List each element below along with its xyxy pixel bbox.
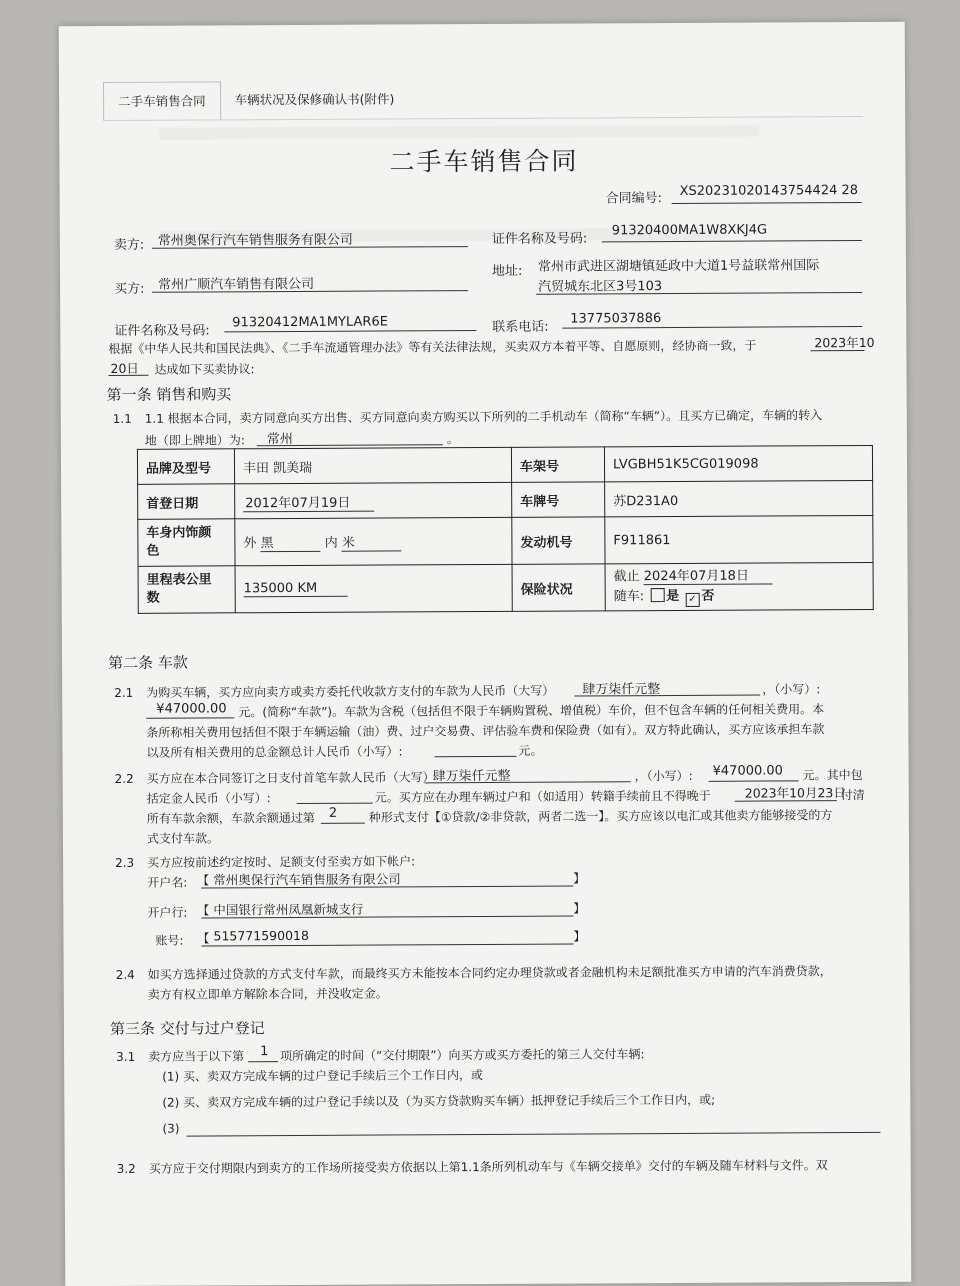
section-1-heading: 第一条 销售和购买 <box>106 385 232 404</box>
address-label: 地址: <box>491 263 523 279</box>
buyer-name: 常州广顺汽车销售有限公司 <box>158 276 315 293</box>
first-reg-label: 首登日期 <box>138 484 235 520</box>
ext-color-label: 外 <box>243 536 257 552</box>
clause-1-1-line-2: 地（即上牌地）为: <box>144 433 245 448</box>
clause-2-2-amount-cn: 肆万柒仟元整 <box>432 768 511 785</box>
vehicle-info-table <box>137 445 874 614</box>
with-car-label: 随车: <box>613 589 645 605</box>
clause-2-1-line-1a: 为购买车辆，买方应向卖方或卖方委托代收款方支付的车款为人民币（大写） <box>146 683 555 700</box>
acct-name-close: 】 <box>573 871 586 886</box>
section-3-heading: 第三条 交付与过户登记 <box>109 1019 265 1038</box>
acct-bank-open: 【 <box>197 903 210 918</box>
clause-2-2-line-4: 式支付车款。 <box>146 831 220 846</box>
contract-no-label: 合同编号: <box>605 191 663 207</box>
clause-3-1-number: 3.1 <box>116 1049 136 1064</box>
preamble-date-a: 2023年10 <box>814 334 875 351</box>
mileage-value: 135000 <box>243 581 294 597</box>
table-row <box>138 480 873 519</box>
checkbox-no[interactable]: ✓ <box>685 593 699 607</box>
clause-2-1-amount-cn: 肆万柒仟元整 <box>582 682 661 698</box>
vin-label: 车架号 <box>511 447 604 482</box>
clause-2-2-line-2a: 括定金人民币（小写）: <box>146 791 271 806</box>
clause-2-2-deadline: 2023年10月23日 <box>744 785 846 801</box>
tab-contract[interactable]: 二手车销售合同 <box>103 81 221 120</box>
mileage-unit: KM <box>297 580 318 596</box>
phone: 13775037886 <box>570 311 662 327</box>
preamble-date-b: 20日 <box>110 360 139 376</box>
acct-name-label: 开户名: <box>147 875 188 890</box>
seller-label: 卖方: <box>113 237 145 253</box>
engine-value: F911861 <box>605 515 873 563</box>
first-reg-cell <box>235 482 512 518</box>
plate-label: 车牌号 <box>512 482 605 517</box>
clause-2-2-line-3b: 种形式支付【①贷款/②非贷款，两者二选一】。买方应该以电汇或其他卖方能够接受的方 <box>368 808 833 825</box>
buyer-id-label: 证件名称及号码: <box>114 323 210 339</box>
clause-2-2-line-2b: 元。买方应在办理车辆过户和（如适用）转籍手续前且不得晚于 <box>374 788 711 805</box>
clause-3-1-option-3: (3) <box>162 1121 180 1136</box>
clause-3-1-option-1: (1) 买、卖双方完成车辆的过户登记手续后三个工作日内，或 <box>162 1068 484 1084</box>
clause-3-1-item: 1 <box>260 1044 269 1060</box>
clause-2-2-line-1a: 买方应在本合同签订之日支付首笔车款人民币（大写） <box>146 770 435 786</box>
clause-3-1-line-1a: 卖方应当于以下第 <box>148 1049 245 1064</box>
clause-2-1-line-4b: 元。 <box>518 743 543 758</box>
clause-2-4-number: 2.4 <box>115 967 135 982</box>
clause-2-2-number: 2.2 <box>114 771 134 786</box>
color-label-a: 车身内饰颜 <box>146 525 212 541</box>
insurance-until-label: 截止 <box>613 569 640 585</box>
tab-bar <box>103 80 408 120</box>
acct-no-close: 】 <box>573 929 586 944</box>
mileage-value-wrap <box>244 581 348 598</box>
acct-name: 常州奥保行汽车销售服务有限公司 <box>213 871 401 888</box>
mileage-cell <box>235 564 512 612</box>
acct-no-label: 账号: <box>155 933 184 948</box>
clause-3-1-line-1b: 项所确定的时间（“交付期限”）向买方或买方委托的第三人交付车辆: <box>280 1047 645 1064</box>
tab-vehicle-condition[interactable]: 车辆状况及保修确认书(附件) <box>234 91 395 108</box>
clause-2-1-line-1b: ，（小写）: <box>762 682 821 697</box>
table-row <box>137 445 872 484</box>
clause-2-2-line-1b: ，（小写）: <box>634 768 693 784</box>
buyer-label: 买方: <box>114 281 145 297</box>
seller-id-label: 证件名称及号码: <box>491 231 588 247</box>
acct-no: 515771590018 <box>213 927 309 944</box>
clause-2-3-line-1: 买方应按前述约定按时、足额支付至卖方如下帐户: <box>147 854 416 870</box>
clause-2-1-line-2: 元。(简称“车款”)。车款为含税（包括但不限于车辆购置税、增值税）车价，但不包含车辆的任何相关费用。本 <box>238 702 825 720</box>
preamble-line-2: 达成如下买卖协议: <box>154 362 255 377</box>
clause-2-2-method: 2 <box>328 805 338 821</box>
seller-id: 91320400MA1W8XKJ4G <box>611 222 768 239</box>
acct-bank-label: 开户行: <box>147 905 188 920</box>
vin-value: LVGBH51K5CG019098 <box>604 445 872 481</box>
clause-2-2-line-1c: 元。其中包 <box>802 768 863 783</box>
phone-label: 联系电话: <box>492 319 549 335</box>
clause-1-1-end: 。 <box>446 432 459 447</box>
plate-value: 苏D231A0 <box>605 480 873 516</box>
clause-2-4-line-1: 如买方选择通过贷款的方式支付车款，而最终买方未能按本合同约定办理贷款或者金融机构未足额批准买方申请的汽车消费贷款， <box>147 964 832 982</box>
seller-name: 常州奥保行汽车销售服务有限公司 <box>157 232 353 249</box>
clause-1-1-number: 1.1 <box>112 411 132 426</box>
int-color-value: 米 <box>342 531 402 551</box>
clause-2-4-line-2: 卖方有权立即单方解除本合同，并没收定金。 <box>147 986 388 1002</box>
clause-2-2-line-3a: 所有车款余额，车款余额通过第 <box>146 810 315 826</box>
color-cell <box>235 517 512 565</box>
clause-2-1-line-3: 条所称相关费用包括但不限于车辆运输（油）费、过户交易费、评估验车费和保险费（如有）。双方特此确认，买方应该承担车款 <box>146 722 825 740</box>
clause-2-1-amount-num: ¥47000.00 <box>156 701 227 717</box>
table-row <box>138 515 873 566</box>
clause-2-2-amount-num: ¥47000.00 <box>712 763 783 779</box>
contract-page <box>59 22 912 1286</box>
address-line-1: 常州市武进区湖塘镇延政中大道1号益联常州国际 <box>537 258 820 275</box>
clause-3-2-number: 3.2 <box>116 1161 136 1176</box>
registration-place: 常州 <box>266 432 293 448</box>
checkbox-yes[interactable] <box>650 588 664 602</box>
mileage-label <box>138 566 235 614</box>
brand-label: 品牌及型号 <box>137 449 234 485</box>
buyer-id: 91320412MA1MYLAR6E <box>232 314 388 331</box>
ext-color-value: 黑 <box>261 532 321 552</box>
insurance-until: 2024年07月18日 <box>644 568 773 585</box>
insurance-cell <box>605 562 873 610</box>
mileage-label-b: 数 <box>146 590 160 606</box>
table-row <box>138 562 873 613</box>
clause-2-2-line-2c: 付清 <box>840 788 865 803</box>
acct-bank-close: 】 <box>573 901 586 916</box>
acct-no-open: 【 <box>197 931 210 946</box>
engine-label: 发动机号 <box>512 517 605 564</box>
clause-2-1-line-4a: 以及所有相关费用的总金额总计人民币（小写）: <box>146 744 403 760</box>
option-no: 否 <box>701 588 715 604</box>
color-label-b: 色 <box>146 543 160 559</box>
section-2-heading: 第二条 车款 <box>107 653 188 672</box>
address-line-2: 汽贸城东北区3号103 <box>538 279 663 295</box>
clause-2-1-number: 2.1 <box>114 685 134 700</box>
acct-bank: 中国银行常州凤凰新城支行 <box>213 901 364 918</box>
clause-1-1-line-1: 1.1 根据本合同，卖方同意向买方出售、买方同意向卖方购买以下所列的二手机动车（简称“车辆”）。且买方已确定，车辆的转入 <box>144 408 823 426</box>
mileage-label-a: 里程表公里 <box>146 572 212 588</box>
color-label <box>138 519 235 567</box>
insurance-label: 保险状况 <box>512 564 605 611</box>
document-title: 二手车销售合同 <box>389 146 579 177</box>
first-reg-value: 2012年07月19日 <box>243 495 374 512</box>
clause-3-2-line-1: 买方应于交付期限内到卖方的工作场所接受卖方依据以上第1.1条所列机动车与《车辆交接单》交付的车辆及随车材料与文件。双 <box>148 1158 828 1176</box>
option-yes: 是 <box>666 588 680 605</box>
preamble-line-1: 根据《中华人民共和国民法典》、《二手车流通管理办法》等有关法律法规，买卖双方本着平等、自愿原则，经协商一致，于 <box>108 338 757 356</box>
clause-2-3-number: 2.3 <box>115 855 135 870</box>
clause-3-1-option-2: (2) 买、卖双方完成车辆的过户登记手续以及（为买方贷款购买车辆）抵押登记手续后三个工作日内，或; <box>162 1092 716 1110</box>
contract-no: XS20231020143754424 28 <box>679 183 859 199</box>
acct-name-open: 【 <box>197 873 210 888</box>
int-color-label: 内 <box>324 535 338 551</box>
brand-value: 丰田 凯美瑞 <box>234 447 511 483</box>
